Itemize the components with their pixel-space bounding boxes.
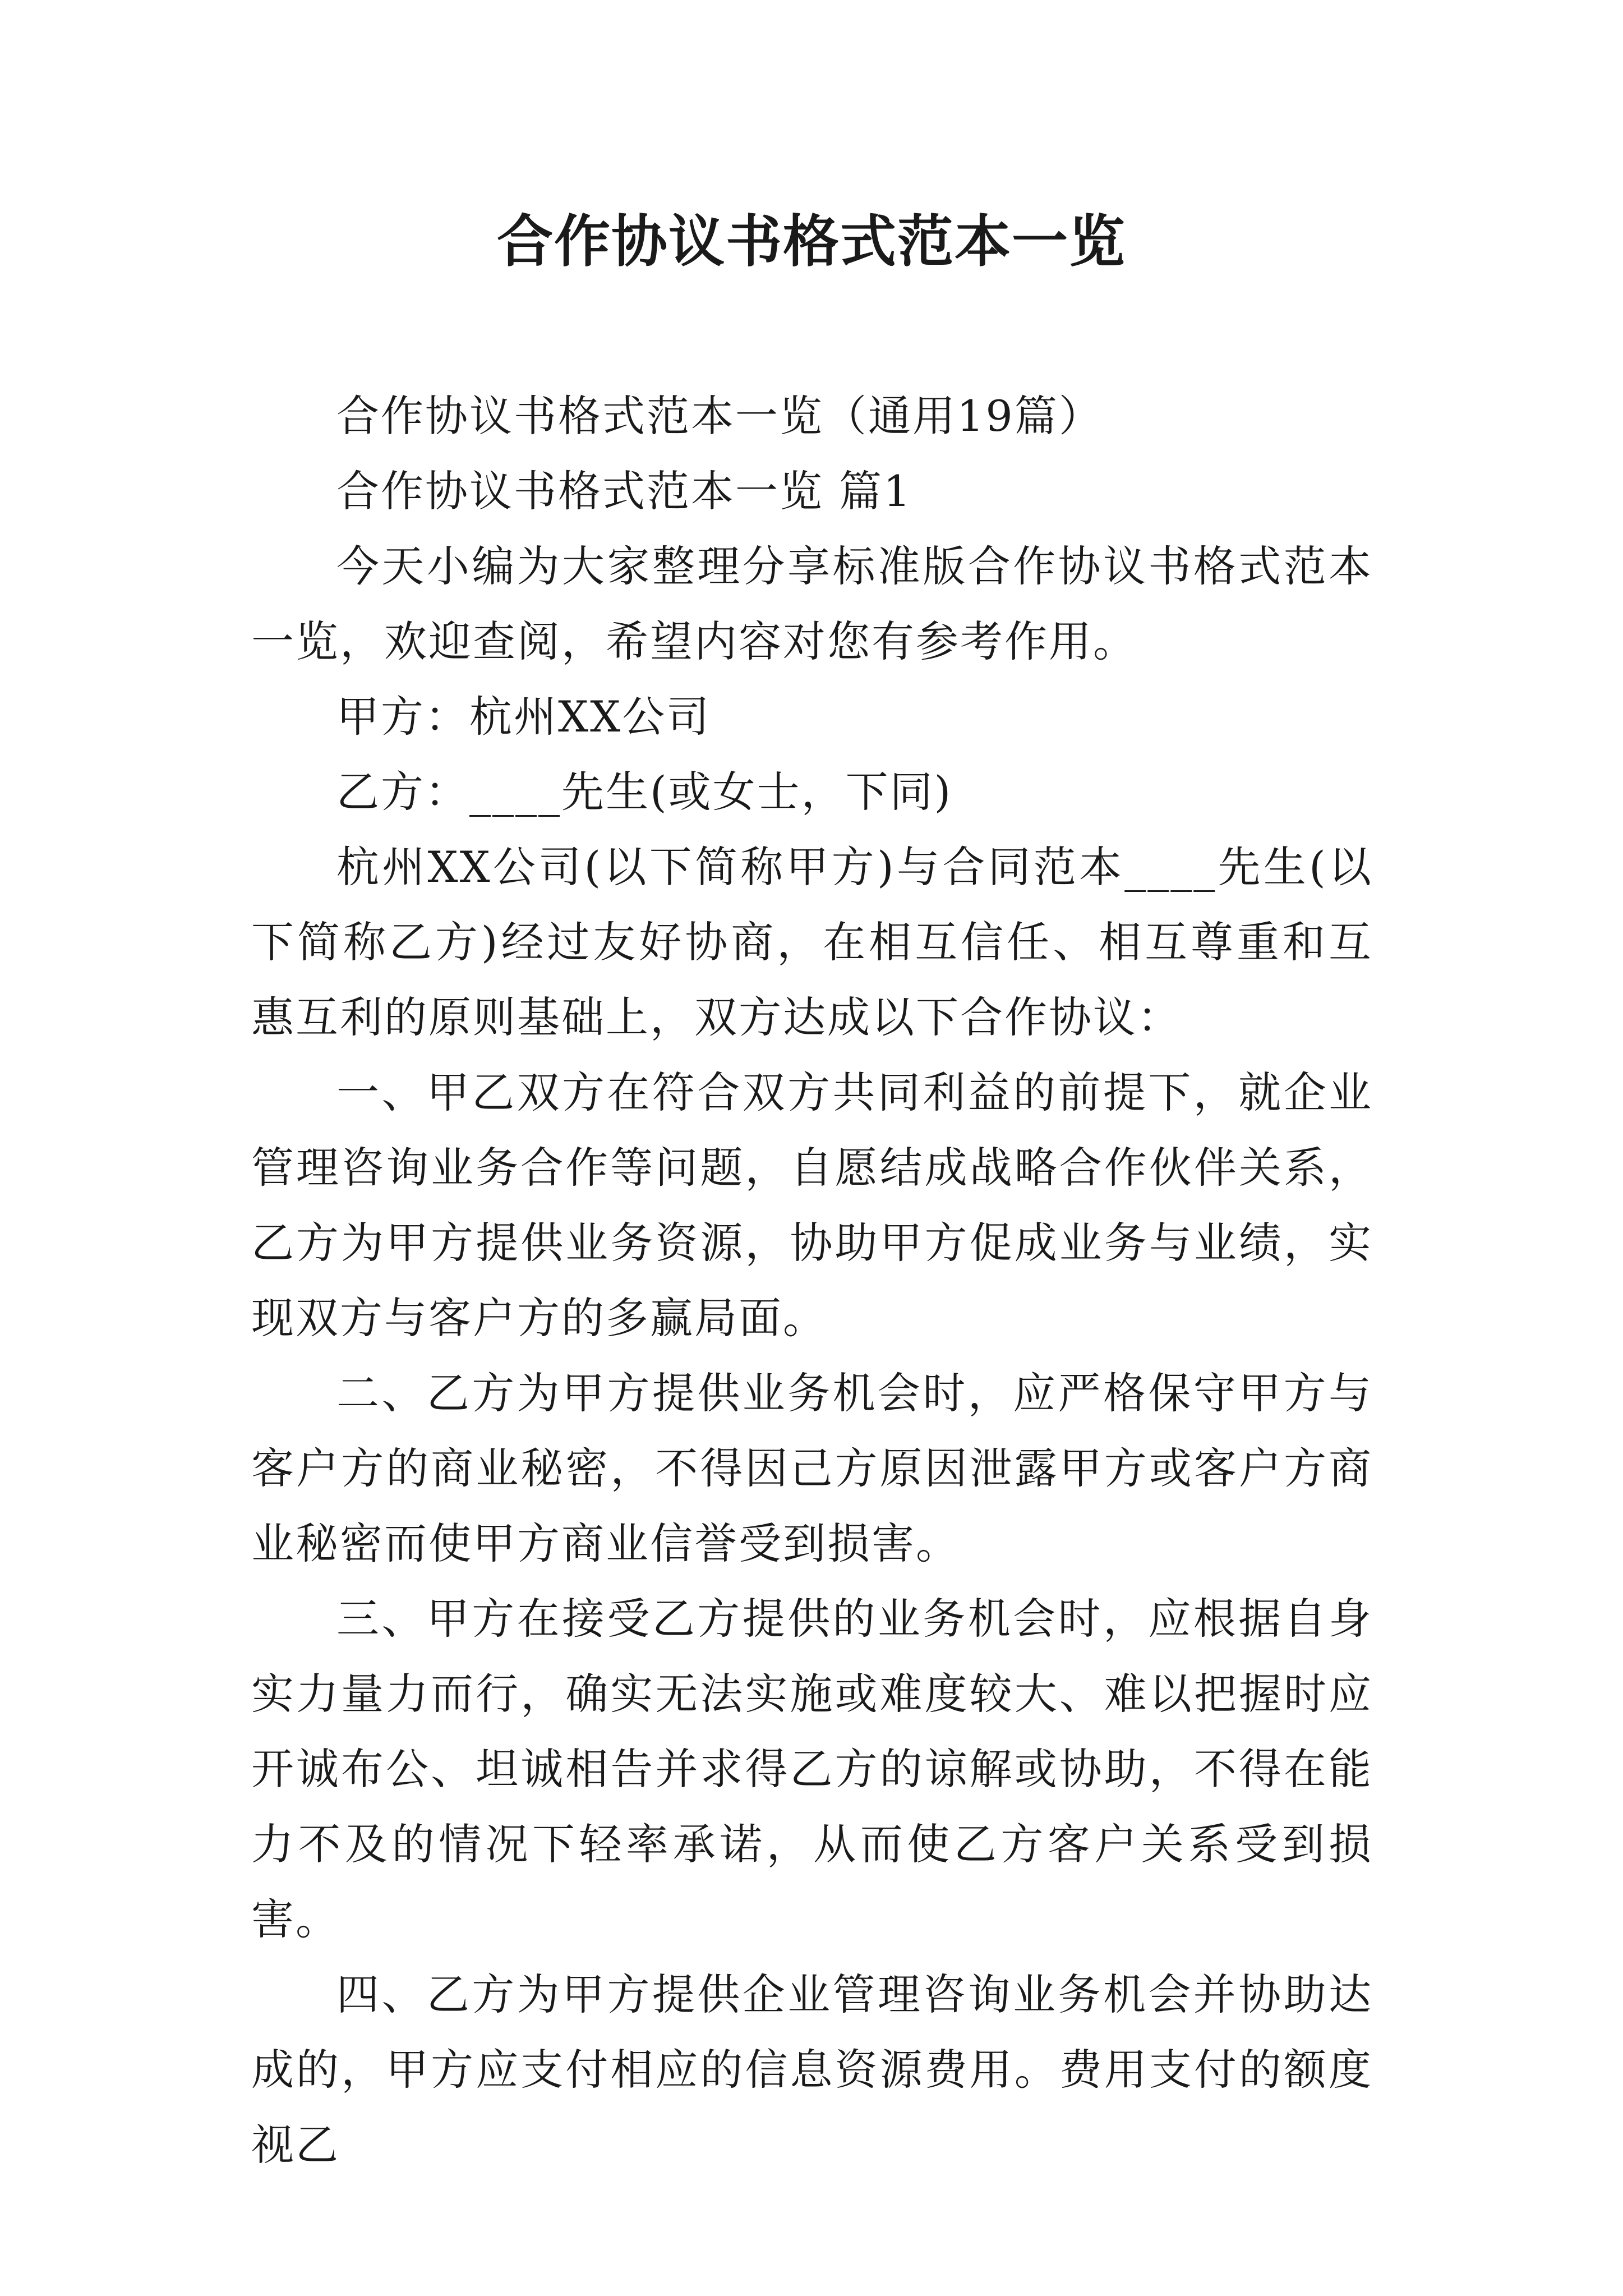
paragraph-party-a: 甲方：杭州XX公司 <box>336 692 711 742</box>
paragraph-clause-4: 四、乙方为甲方提供企业管理咨询业务机会并协助达成的，甲方应支付相应的信息资源费用。费用支付的额度视乙 <box>251 1970 1373 2170</box>
paragraph-clause-3: 三、甲方在接受乙方提供的业务机会时，应根据自身实力量力而行，确实无法实施或难度较大、难以把握时应开诚布公、坦诚相告并求得乙方的谅解或协助，不得在能力不及的情况下轻率承诺，从而使乙方客户关系受到损害。 <box>251 1594 1373 1944</box>
paragraph-clause-1: 一、甲乙双方在符合双方共同利益的前提下，就企业管理咨询业务合作等问题，自愿结成战略合作伙伴关系，乙方为甲方提供业务资源，协助甲方促成业务与业绩，实现双方与客户方的多赢局面。 <box>251 1068 1373 1343</box>
paragraph-preamble: 杭州XX公司(以下简称甲方)与合同范本____先生(以下简称乙方)经过友好协商，在相互信任、相互尊重和互惠互利的原则基础上，双方达成以下合作协议： <box>251 842 1373 1042</box>
paragraph-clause-2: 二、乙方为甲方提供业务机会时，应严格保守甲方与客户方的商业秘密，不得因己方原因泄露甲方或客户方商业秘密而使甲方商业信誉受到损害。 <box>251 1368 1373 1568</box>
paragraph-intro: 今天小编为大家整理分享标准版合作协议书格式范本一览，欢迎查阅，希望内容对您有参考作用。 <box>251 541 1373 666</box>
document-body <box>251 379 1373 2183</box>
paragraph-subtitle: 合作协议书格式范本一览（通用19篇） <box>336 391 1103 441</box>
paragraph-section-heading: 合作协议书格式范本一览 篇1 <box>336 466 912 516</box>
document-title: 合作协议书格式范本一览 <box>497 208 1126 274</box>
paragraph-party-b: 乙方：____先生(或女士，下同) <box>336 767 953 817</box>
